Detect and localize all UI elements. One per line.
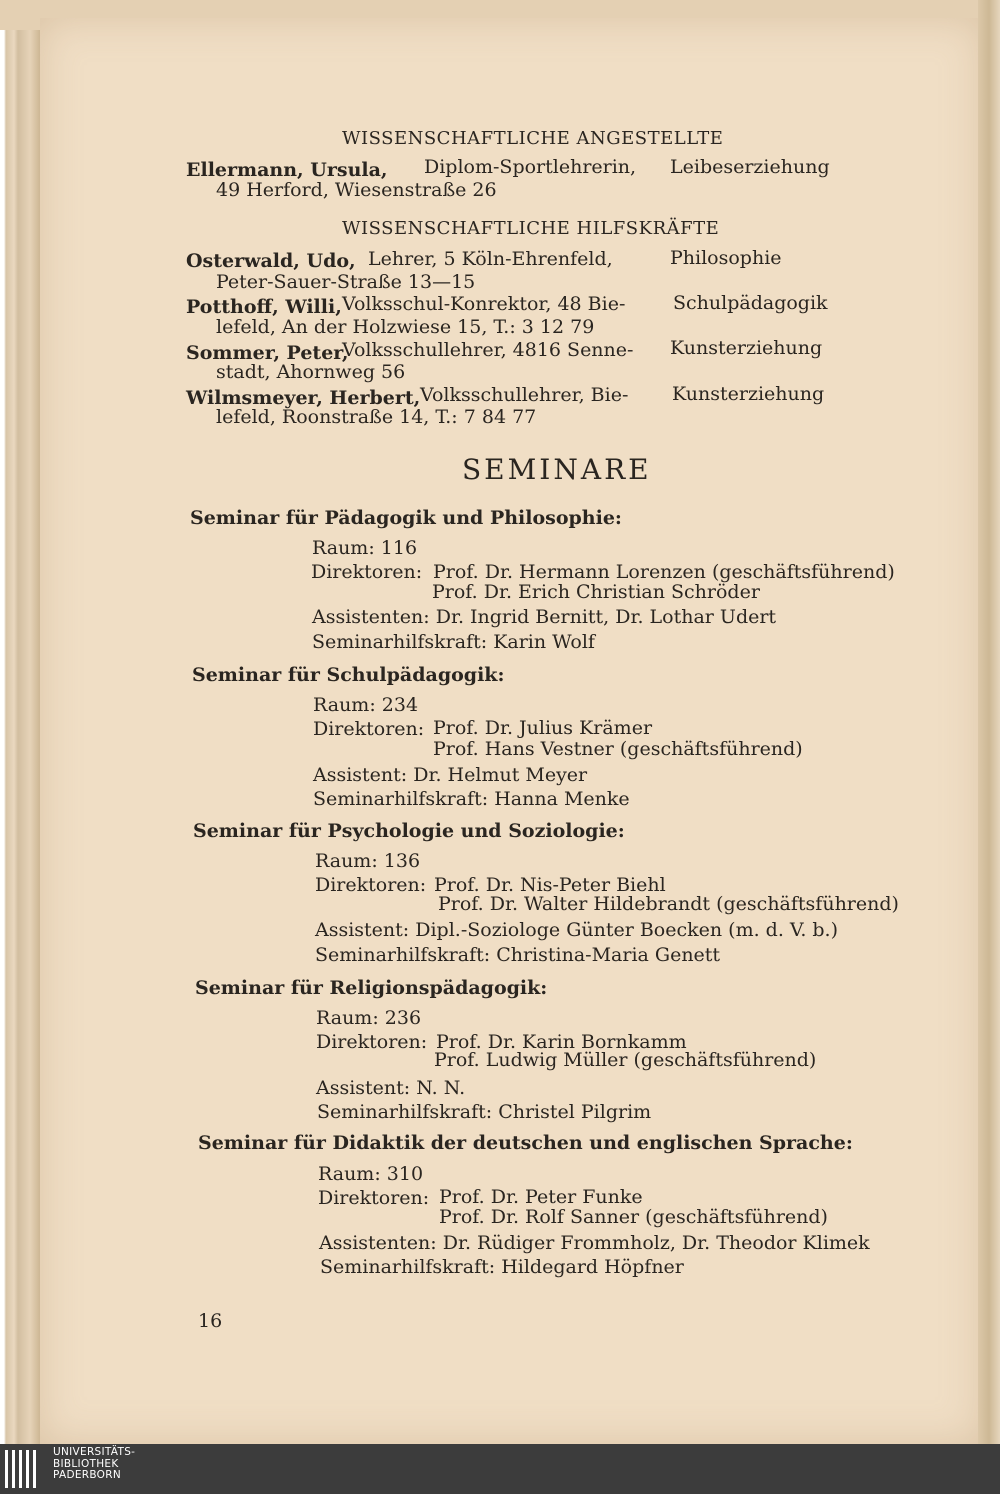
logo-line: PADERBORN	[53, 1469, 121, 1481]
entry-line1: Volksschullehrer, Bie-	[420, 384, 629, 406]
seminar-direktor: Prof. Dr. Peter Funke	[439, 1186, 643, 1208]
seminar-raum: Raum: 136	[315, 850, 421, 872]
seminar-raum: Raum: 234	[313, 694, 419, 716]
entry-line2: 49 Herford, Wiesenstraße 26	[216, 179, 497, 201]
entry-line1: Diplom-Sportlehrerin,	[424, 156, 637, 178]
entry-subject: Kunsterziehung	[670, 337, 823, 359]
seminar-heading: Seminar für Psychologie und Soziologie:	[193, 820, 625, 842]
seminar-direktor: Prof. Dr. Karin Bornkamm	[436, 1031, 687, 1053]
library-footer	[0, 1444, 1000, 1494]
entry-line2: stadt, Ahornweg 56	[216, 361, 406, 383]
seminar-direktor: Prof. Dr. Rolf Sanner (geschäftsführend)	[439, 1206, 828, 1228]
seminare-title: SEMINARE	[462, 453, 652, 486]
seminar-assistent: Assistent: Dipl.-Soziologe Günter Boecken (m. d. V. b.)	[315, 919, 839, 941]
seminar-direktor: Prof. Dr. Hermann Lorenzen (geschäftsführend)	[433, 561, 895, 583]
seminar-assistent: Assistenten: Dr. Rüdiger Frommholz, Dr. Theodor Klimek	[319, 1232, 870, 1254]
entry-subject: Schulpädagogik	[673, 292, 828, 314]
entry-name: Ellermann, Ursula,	[186, 159, 388, 181]
page-edge-right	[978, 0, 1000, 1444]
entry-name: Osterwald, Udo,	[186, 250, 356, 272]
seminar-raum: Raum: 236	[316, 1007, 422, 1029]
entry-subject: Philosophie	[670, 247, 782, 269]
library-logo-icon	[4, 1448, 44, 1490]
hilfskraefte-heading: WISSENSCHAFTLICHE HILFSKRÄFTE	[342, 218, 720, 239]
seminar-direktoren-label: Direktoren:	[318, 1187, 430, 1209]
logo-line: UNIVERSITÄTS-	[53, 1446, 136, 1458]
seminar-direktor: Prof. Hans Vestner (geschäftsführend)	[433, 738, 803, 760]
angestellte-heading: WISSENSCHAFTLICHE ANGESTELLTE	[342, 128, 724, 149]
seminar-heading: Seminar für Religionspädagogik:	[195, 977, 548, 999]
library-logo-text	[53, 1447, 135, 1482]
entry-line2: lefeld, Roonstraße 14, T.: 7 84 77	[216, 406, 537, 428]
entry-line1: Volksschullehrer, 4816 Senne-	[342, 339, 634, 361]
seminar-direktoren-label: Direktoren:	[316, 1031, 428, 1053]
seminar-raum: Raum: 310	[318, 1163, 424, 1185]
page-number: 16	[198, 1310, 223, 1332]
seminar-heading: Seminar für Pädagogik und Philosophie:	[190, 507, 622, 529]
seminar-direktor: Prof. Dr. Erich Christian Schröder	[432, 581, 760, 603]
seminar-hilfskraft: Seminarhilfskraft: Hildegard Höpfner	[320, 1256, 684, 1278]
seminar-direktor: Prof. Dr. Walter Hildebrandt (geschäftsführend)	[438, 893, 899, 915]
seminar-assistent: Assistenten: Dr. Ingrid Bernitt, Dr. Lothar Udert	[312, 606, 777, 628]
logo-line: BIBLIOTHEK	[53, 1457, 119, 1470]
entry-name: Wilmsmeyer, Herbert,	[186, 387, 421, 409]
seminar-assistent: Assistent: Dr. Helmut Meyer	[313, 764, 588, 786]
entry-line2: lefeld, An der Holzwiese 15, T.: 3 12 79	[216, 316, 595, 338]
seminar-raum: Raum: 116	[312, 537, 418, 559]
seminar-heading: Seminar für Didaktik der deutschen und englischen Sprache:	[198, 1132, 853, 1154]
entry-line1: Volksschul-Konrektor, 48 Bie-	[342, 293, 626, 315]
seminar-direktoren-label: Direktoren:	[313, 718, 425, 740]
entry-line2: Peter-Sauer-Straße 13—15	[216, 271, 476, 293]
seminar-hilfskraft: Seminarhilfskraft: Hanna Menke	[313, 788, 630, 810]
seminar-assistent: Assistent: N. N.	[316, 1077, 466, 1099]
entry-subject: Kunsterziehung	[672, 383, 825, 405]
seminar-direktor: Prof. Ludwig Müller (geschäftsführend)	[434, 1049, 817, 1071]
seminar-direktor: Prof. Dr. Nis-Peter Biehl	[434, 874, 666, 896]
entry-subject: Leibeserziehung	[670, 156, 830, 178]
seminar-direktoren-label: Direktoren:	[311, 561, 423, 583]
seminar-direktor: Prof. Dr. Julius Krämer	[433, 717, 653, 739]
entry-name: Sommer, Peter,	[186, 342, 349, 364]
seminar-direktoren-label: Direktoren:	[315, 874, 427, 896]
seminar-hilfskraft: Seminarhilfskraft: Karin Wolf	[312, 631, 595, 653]
seminar-heading: Seminar für Schulpädagogik:	[192, 664, 505, 686]
entry-name: Potthoff, Willi,	[186, 296, 342, 318]
entry-line1: Lehrer, 5 Köln-Ehrenfeld,	[368, 248, 613, 270]
seminar-hilfskraft: Seminarhilfskraft: Christel Pilgrim	[317, 1101, 652, 1123]
seminar-hilfskraft: Seminarhilfskraft: Christina-Maria Genett	[315, 944, 721, 966]
page-edge-left	[0, 30, 40, 1444]
